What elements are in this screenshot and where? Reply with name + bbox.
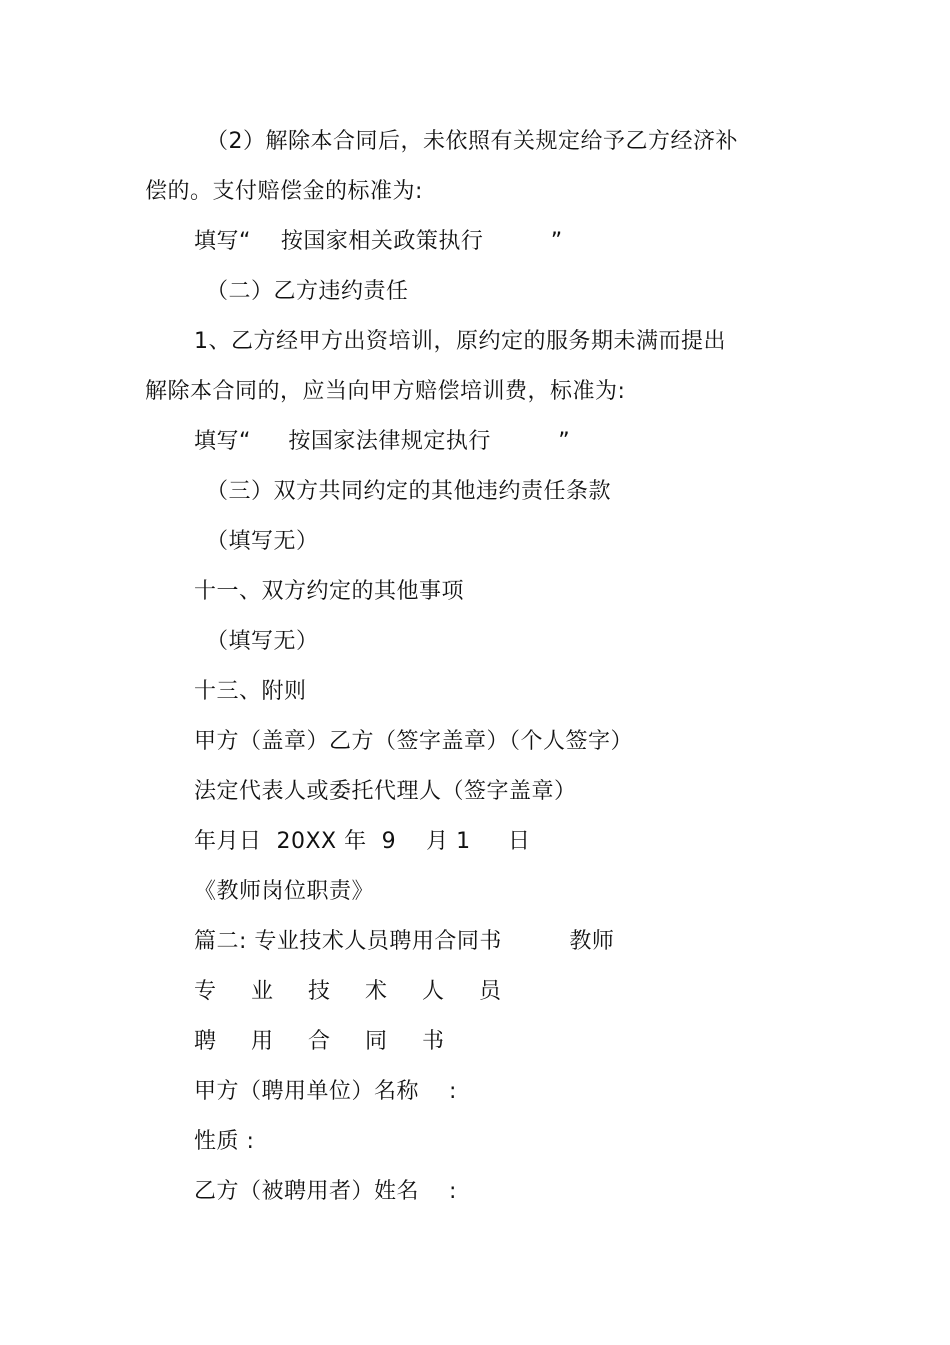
paragraph-line: 偿的。支付赔偿金的标准为: bbox=[145, 179, 423, 204]
document-title: 《教师岗位职责》 bbox=[194, 879, 375, 904]
chapter-heading: 篇二: 专业技术人员聘用合同书 教师 bbox=[194, 929, 615, 954]
paragraph-line: （填写无） bbox=[206, 529, 319, 554]
section-heading: （三）双方共同约定的其他违约责任条款 bbox=[206, 479, 612, 504]
contract-title-line: 专 业 技 术 人 员 bbox=[194, 979, 515, 1004]
form-field-line: 乙方（被聘用者）姓名 : bbox=[194, 1179, 457, 1204]
paragraph-line: 解除本合同的，应当向甲方赔偿培训费，标准为: bbox=[145, 379, 626, 404]
paragraph-line: 1、乙方经甲方出资培训，原约定的服务期未满而提出 bbox=[194, 329, 726, 354]
paragraph-line: 填写“ 按国家相关政策执行 ” bbox=[194, 229, 563, 254]
section-heading: （二）乙方违约责任 bbox=[206, 279, 409, 304]
signature-line: 甲方（盖章）乙方（签字盖章）（个人签字） bbox=[194, 729, 634, 754]
paragraph-line: （2）解除本合同后，未依照有关规定给予乙方经济补 bbox=[206, 129, 738, 154]
section-heading: 十三、附则 bbox=[194, 679, 307, 704]
section-heading: 十一、双方约定的其他事项 bbox=[194, 579, 465, 604]
paragraph-line: （填写无） bbox=[206, 629, 319, 654]
form-field-line: 甲方（聘用单位）名称 : bbox=[194, 1079, 457, 1104]
signature-line: 法定代表人或委托代理人（签字盖章） bbox=[194, 779, 577, 804]
date-line: 年月日 20XX 年 9 月 1 日 bbox=[194, 829, 531, 854]
contract-title-line: 聘 用 合 同 书 bbox=[194, 1029, 458, 1054]
form-field-line: 性质 : bbox=[194, 1129, 255, 1154]
paragraph-line: 填写“ 按国家法律规定执行 ” bbox=[194, 429, 571, 454]
